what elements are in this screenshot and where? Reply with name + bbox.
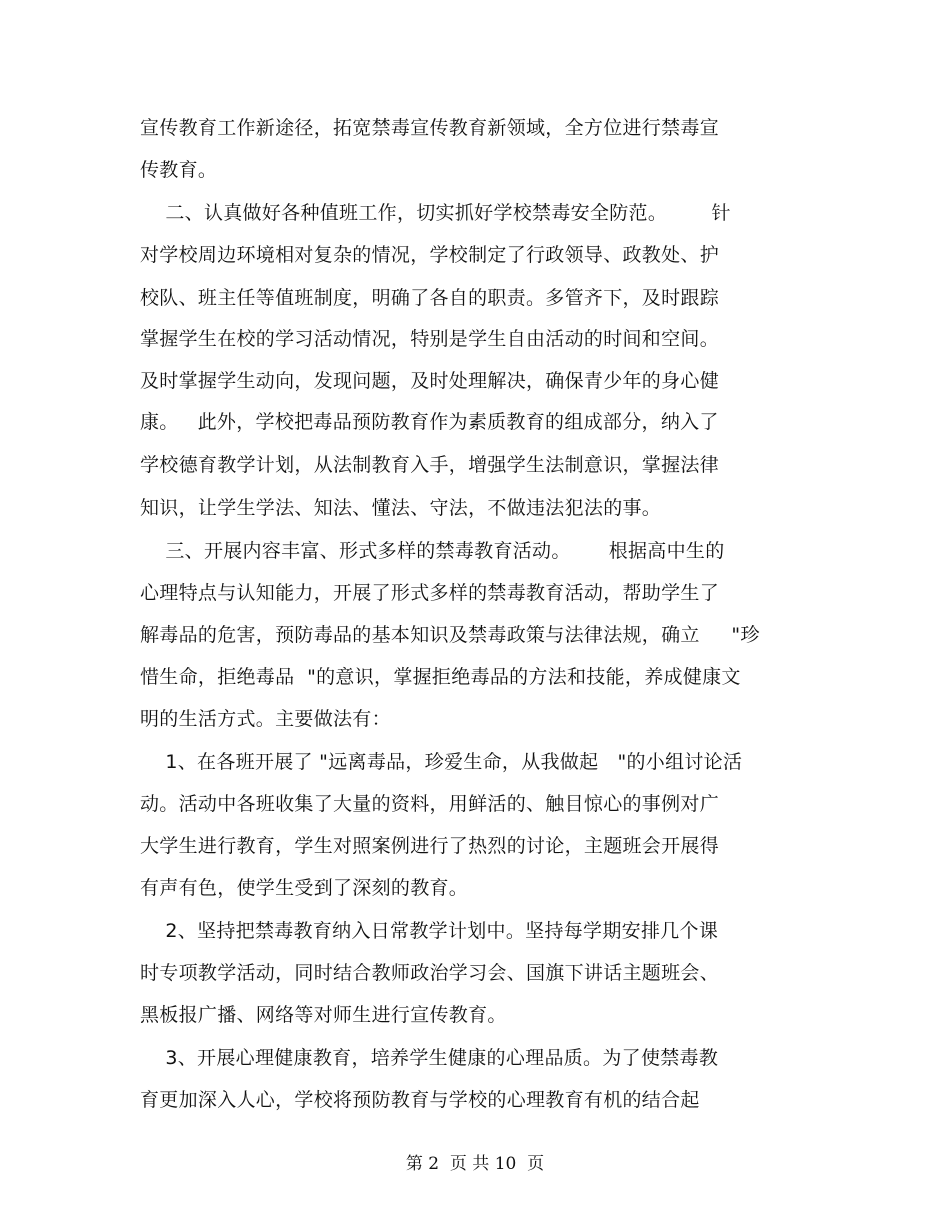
- body-text-line: 惜生命，拒绝毒品 "的意识，掌握拒绝毒品的方法和技能，养成健康文: [140, 666, 741, 688]
- body-text-line: 掌握学生在校的学习活动情况，特别是学生自由活动的时间和空间。: [140, 328, 720, 350]
- body-text-line: 动。活动中各班收集了大量的资料，用鲜活的、触目惊心的事例对广: [140, 793, 720, 815]
- body-text-line: 时专项教学活动，同时结合教师政治学习会、国旗下讲话主题班会、: [140, 962, 720, 984]
- body-text-line: 育更加深入人心，学校将预防教育与学校的心理教育有机的结合起: [140, 1089, 700, 1111]
- body-text-line: 大学生进行教育，学生对照案例进行了热烈的讨论，主题班会开展得: [140, 835, 720, 857]
- body-text-line: 及时掌握学生动向，发现问题，及时处理解决，确保青少年的身心健: [140, 370, 720, 392]
- body-text-line: 明的生活方式。主要做法有：: [140, 708, 391, 730]
- body-text-line: 二、认真做好各种值班工作，切实抓好学校禁毒安全防范。 针: [140, 202, 731, 224]
- page-number-footer: 第 2 页 共 10 页: [405, 1154, 545, 1174]
- body-text-line: 校队、班主任等值班制度，明确了各自的职责。多管齐下，及时跟踪: [140, 287, 720, 309]
- body-text-line: 对学校周边环境相对复杂的情况，学校制定了行政领导、政教处、护: [140, 244, 720, 266]
- body-text-line: 有声有色，使学生受到了深刻的教育。: [140, 877, 469, 899]
- body-text-line: 学校德育教学计划，从法制教育入手，增强学生法制意识，掌握法律: [140, 454, 720, 476]
- body-text-line: 3、开展心理健康教育，培养学生健康的心理品质。为了使禁毒教: [140, 1047, 719, 1069]
- body-text-line: 康。 此外，学校把毒品预防教育作为素质教育的组成部分，纳入了: [140, 411, 719, 433]
- body-text-line: 黑板报广播、网络等对师生进行宣传教育。: [140, 1004, 507, 1026]
- body-text-line: 心理特点与认知能力，开展了形式多样的禁毒教育活动，帮助学生了: [140, 582, 720, 604]
- body-text-line: 解毒品的危害，预防毒品的基本知识及禁毒政策与法律法规，确立 "珍: [140, 624, 760, 646]
- body-text-line: 传教育。: [140, 159, 218, 181]
- body-text-line: 1、在各班开展了 "远离毒品，珍爱生命，从我做起 "的小组讨论活: [140, 751, 743, 773]
- body-text-line: 宣传教育工作新途径，拓宽禁毒宣传教育新领域，全方位进行禁毒宣: [140, 117, 720, 139]
- body-text-line: 2、坚持把禁毒教育纳入日常教学计划中。坚持每学期安排几个课: [140, 920, 719, 942]
- body-text-line: 知识，让学生学法、知法、懂法、守法，不做违法犯法的事。: [140, 497, 662, 519]
- body-text-line: 三、开展内容丰富、形式多样的禁毒教育活动。 根据高中生的: [140, 540, 725, 562]
